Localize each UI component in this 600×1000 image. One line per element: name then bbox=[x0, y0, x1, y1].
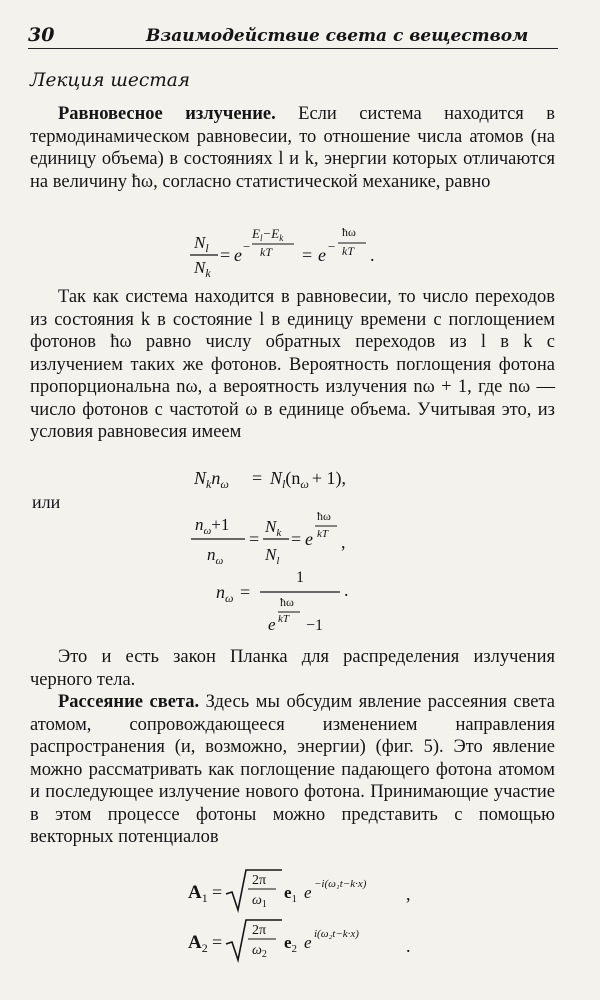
svg-text:=: = bbox=[291, 529, 302, 549]
svg-text:e: e bbox=[268, 615, 276, 634]
eq-exp2-minus: − bbox=[328, 239, 336, 254]
paragraph-equilibrium-transitions: Так как система находится в равновесии, то число переходов из состояния k в состояние l в единицу времени с поглощением фотонов ħω равно числу обратных переходов из l в k с излучением таких же фотонов. Вероятность поглощения фотона пропорциональна nω, а вероятность излучения nω + 1, где nω — число фотонов с частотой ω в единице объема. Учитывая это, из условия равновесия имеем bbox=[30, 287, 555, 442]
svg-text:=: = bbox=[249, 529, 260, 549]
eq-exp2-denominator: kT bbox=[342, 244, 354, 258]
eq-exp1-denominator: kT bbox=[260, 245, 272, 259]
svg-text:.: . bbox=[406, 936, 411, 956]
svg-text:ω2: $\omega_2$ bbox=[252, 943, 267, 960]
eq-exp2-numerator: ħω bbox=[342, 225, 356, 239]
svg-text:,: , bbox=[406, 884, 411, 904]
lecture-title: Лекция шестая bbox=[30, 70, 191, 91]
equation-vector-potential-1 bbox=[186, 866, 426, 916]
eq-base-e-2: e bbox=[318, 245, 326, 265]
svg-text:nω: $n_\omega$ bbox=[207, 545, 224, 567]
svg-text:Nknω: $N_kn_\omega$ bbox=[194, 468, 229, 491]
svg-text:e1: $e_1$ bbox=[284, 883, 298, 905]
eq-base-e: e bbox=[234, 245, 242, 265]
paragraph-text: Если система находится в термодинамическом равновесии, то отношение числа атомов (на единицу объема) в состояниях l и k, энергии которых отличаются на величину ħω, согласно статистической механике, равно bbox=[30, 104, 555, 192]
svg-text:e: e bbox=[305, 529, 313, 549]
equation-boltzmann bbox=[180, 218, 420, 280]
word-or: или bbox=[32, 492, 61, 512]
svg-text:nω: $n_\omega$ bbox=[216, 582, 234, 605]
equation-balance bbox=[190, 462, 410, 492]
svg-text:e: e bbox=[304, 883, 312, 902]
svg-text:2π: 2π bbox=[252, 923, 267, 938]
svg-text:nω+1: $n_\omega+1$ bbox=[195, 515, 230, 537]
svg-text:ħω: ħω bbox=[317, 509, 331, 523]
svg-text:ω1: $\omega_1$ bbox=[252, 893, 267, 910]
svg-text:i(ω₂t−k·x): i(ω₂t−k·x) bbox=[314, 928, 359, 940]
eq-lhs-numerator: $N_l$ bbox=[194, 233, 209, 255]
section-heading-equilibrium: Равновесное излучение. bbox=[58, 104, 276, 124]
svg-text:kT: kT bbox=[278, 613, 289, 625]
svg-text:A2: $A_2$ bbox=[188, 932, 208, 955]
svg-text:=: = bbox=[212, 882, 223, 902]
svg-text:=: = bbox=[212, 932, 223, 952]
svg-text:ħω: ħω bbox=[280, 595, 294, 609]
equation-ratio bbox=[185, 508, 375, 568]
svg-text:=: = bbox=[252, 468, 263, 488]
running-title: Взаимодействие света с веществом bbox=[146, 26, 529, 46]
page-number: 30 bbox=[28, 24, 55, 46]
paragraph-planck-law: Это и есть закон Планка для распределения излучения черного тела. bbox=[30, 647, 555, 690]
eq-exp1-numerator: $E_l-E_k$ bbox=[252, 226, 284, 243]
equation-vector-potential-2 bbox=[186, 916, 426, 966]
svg-text:.: . bbox=[344, 580, 349, 600]
svg-text:Nl(nω+ 1),: $N_l(n_\omega + 1)$, bbox=[270, 468, 346, 491]
eq-lhs-denominator: $N_k$ bbox=[194, 258, 211, 280]
paragraph-equilibrium-radiation bbox=[30, 103, 555, 193]
svg-text:−1: −1 bbox=[306, 617, 324, 634]
eq-exp-minus: − bbox=[243, 239, 251, 254]
paragraph-text: Здесь мы обсудим явление рассеяния света атомом, сопровождающееся изменением направления распространения (и, возможно, энергии) (фиг. 5). Это явление можно рассматривать как поглощение падающего фотона атомом и последующее излучение нового фотона. Принимающие участие в этом процессе фотоны можно представить с помощью векторных потенциалов bbox=[30, 692, 555, 847]
svg-text:kT: kT bbox=[317, 528, 328, 540]
svg-text:=: = bbox=[240, 582, 251, 602]
page-header bbox=[28, 22, 558, 49]
svg-text:e2: $e_2$ bbox=[284, 933, 298, 955]
svg-text:Nl: $N_l$ bbox=[265, 545, 280, 567]
svg-text:,: , bbox=[341, 532, 346, 552]
section-heading-scattering: Рассеяние света. bbox=[58, 692, 200, 712]
svg-text:1: 1 bbox=[296, 569, 304, 586]
svg-text:Nk: $N_k$ bbox=[265, 517, 282, 539]
eq-sign-2: = bbox=[302, 245, 313, 265]
svg-text:−i(ω₁t−k·x): −i(ω₁t−k·x) bbox=[314, 878, 367, 890]
equation-planck bbox=[212, 566, 372, 638]
svg-text:2π: 2π bbox=[252, 873, 267, 888]
eq-period: . bbox=[370, 245, 375, 265]
svg-text:A1: $A_1$ bbox=[188, 882, 208, 905]
eq-sign: = bbox=[220, 245, 231, 265]
paragraph-light-scattering bbox=[30, 691, 555, 849]
svg-text:e: e bbox=[304, 933, 312, 952]
